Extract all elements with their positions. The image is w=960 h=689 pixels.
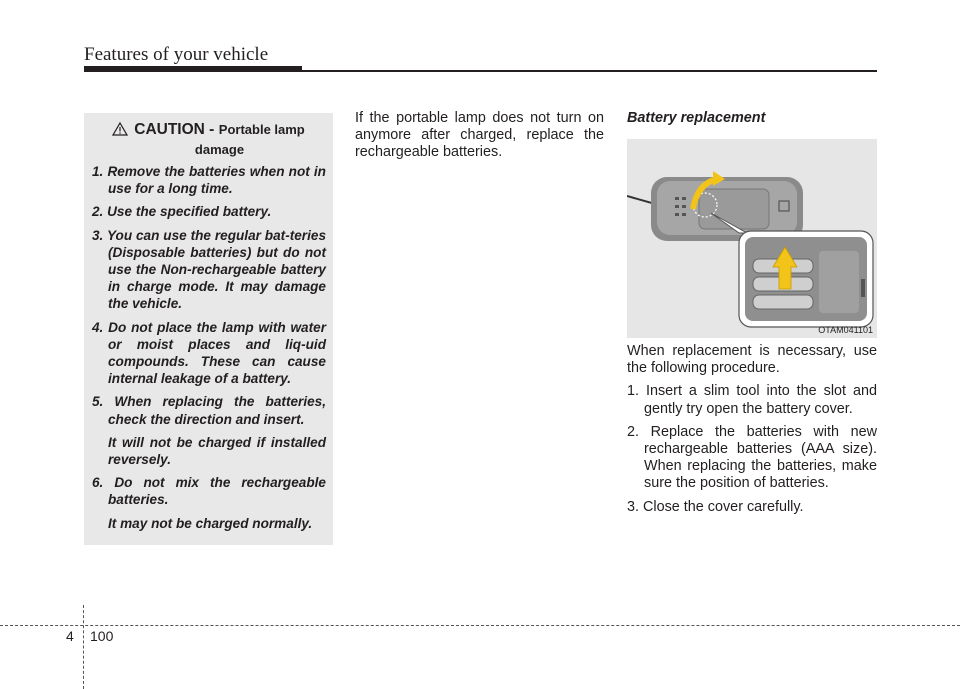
caution-item: 1. Remove the batteries when not in use for a long time.: [92, 164, 326, 197]
caution-list: [92, 163, 326, 538]
battery-replacement-text: [627, 343, 877, 522]
caution-item: 4. Do not place the lamp with water or moist places and liq-uid compounds. These can cause internal leakage of a battery.: [92, 319, 326, 387]
footer-vertical-dashed-rule: [83, 605, 84, 689]
caution-item: 6. Do not mix the rechargeable batteries.: [92, 475, 326, 508]
header-rule-thick: [84, 66, 302, 72]
warning-triangle-icon: [112, 122, 128, 141]
caution-box: [84, 113, 333, 545]
procedure-step: 1. Insert a slim tool into the slot and gently try open the battery cover.: [627, 383, 877, 417]
procedure-step: 2. Replace the batteries with new rechargeable batteries (AAA size). When replacing the batteries, make sure the position of batteries.: [627, 423, 877, 492]
header-rule-thin: [302, 70, 877, 72]
caution-note: It will not be charged if installed reversely.: [108, 434, 326, 468]
caution-item: 3. You can use the regular bat-teries (Disposable batteries) but do not use the Non-rechargeable battery in charge mode. It may damage the vehicle.: [92, 227, 326, 312]
figure-code-label: OTAM041101: [818, 325, 873, 335]
page-header-title: Features of your vehicle: [84, 44, 269, 65]
caution-note: It may not be charged normally.: [108, 515, 313, 531]
battery-replacement-heading: Battery replacement: [627, 110, 766, 126]
caution-title: CAUTION -: [134, 121, 215, 138]
caution-subtitle-line1: Portable lamp: [218, 122, 305, 137]
procedure-step: 3. Close the cover carefully.: [627, 498, 804, 515]
portable-lamp-illustration: [627, 139, 877, 338]
footer-dashed-rule: [0, 625, 960, 626]
caution-subtitle-line2: damage: [194, 142, 245, 157]
page-number: 100: [90, 628, 114, 644]
battery-replacement-figure: [627, 139, 877, 338]
replace-batteries-paragraph: If the portable lamp does not turn on anymore after charged, replace the rechargeable batteries.: [355, 110, 604, 161]
procedure-intro: When replacement is necessary, use the following procedure.: [627, 343, 877, 377]
caution-heading: [84, 121, 333, 159]
caution-item: 5. When replacing the batteries, check the direction and insert.: [92, 394, 326, 427]
chapter-number: 4: [66, 628, 74, 644]
caution-item: 2. Use the specified battery.: [92, 204, 272, 220]
